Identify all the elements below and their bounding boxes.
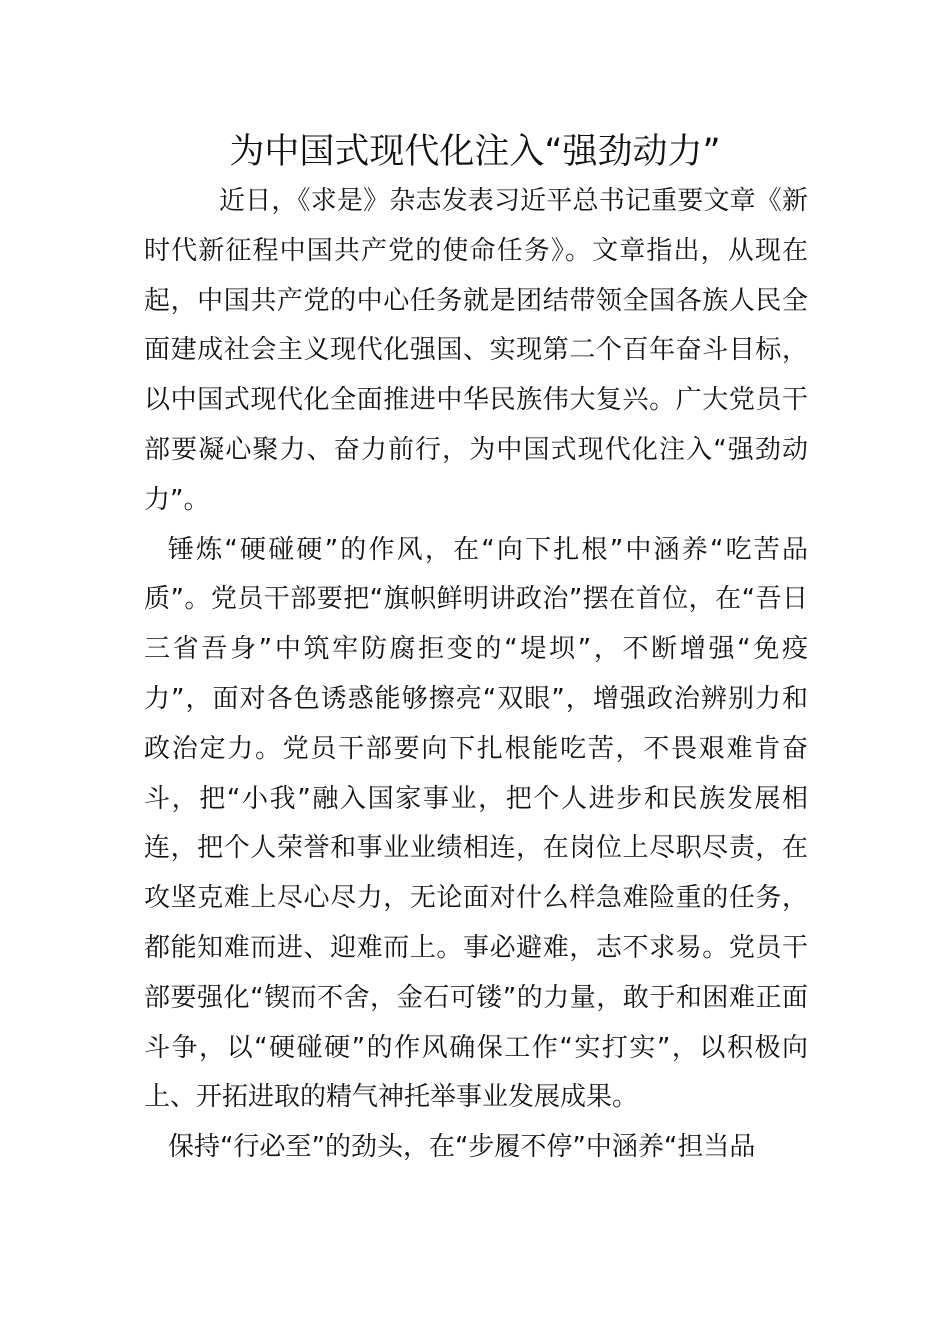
paragraph-drive: 保持“行必至”的劲头，在“步履不停”中涵养“担当品: [168, 1132, 756, 1163]
article-body: [144, 177, 808, 1173]
article-title: 为中国式现代化注入“强劲动力”: [229, 132, 721, 172]
paragraph-style: 锤炼“硬碰硬”的作风，在“向下扎根”中涵养“吃苦品质”。党员干部要把“旗帜鲜明讲政治”摆在首位，在“吾日三省吾身”中筑牢防腐拒变的“堤坝”，不断增强“免疫力”，面对各色诱惑能够擦亮“双眼”，增强政治辨别力和政治定力。党员干部要向下扎根能吃苦，不畏艰难肯奋斗，把“小我”融入国家事业，把个人进步和民族发展相连，把个人荣誉和事业业绩相连，在岗位上尽职尽责，在攻坚克难上尽心尽力，无论面对什么样急难险重的任务，都能知难而进、迎难而上。事必避难，志不求易。党员干部要强化“锲而不舍，金石可镂”的力量，敢于和困难正面斗争，以“硬碰硬”的作风确保工作“实打实”，以积极向上、开拓进取的精气神托举事业发展成果。: [144, 534, 808, 1113]
paragraph-intro: 近日，《求是》杂志发表习近平总书记重要文章《新时代新征程中国共产党的使命任务》。文章指出，从现在起，中国共产党的中心任务就是团结带领全国各族人民全面建成社会主义现代化强国、实现第二个百年奋斗目标，以中国式现代化全面推进中华民族伟大复兴。广大党员干部要凝心聚力、奋力前行，为中国式现代化注入“强劲动力”。: [144, 186, 808, 515]
